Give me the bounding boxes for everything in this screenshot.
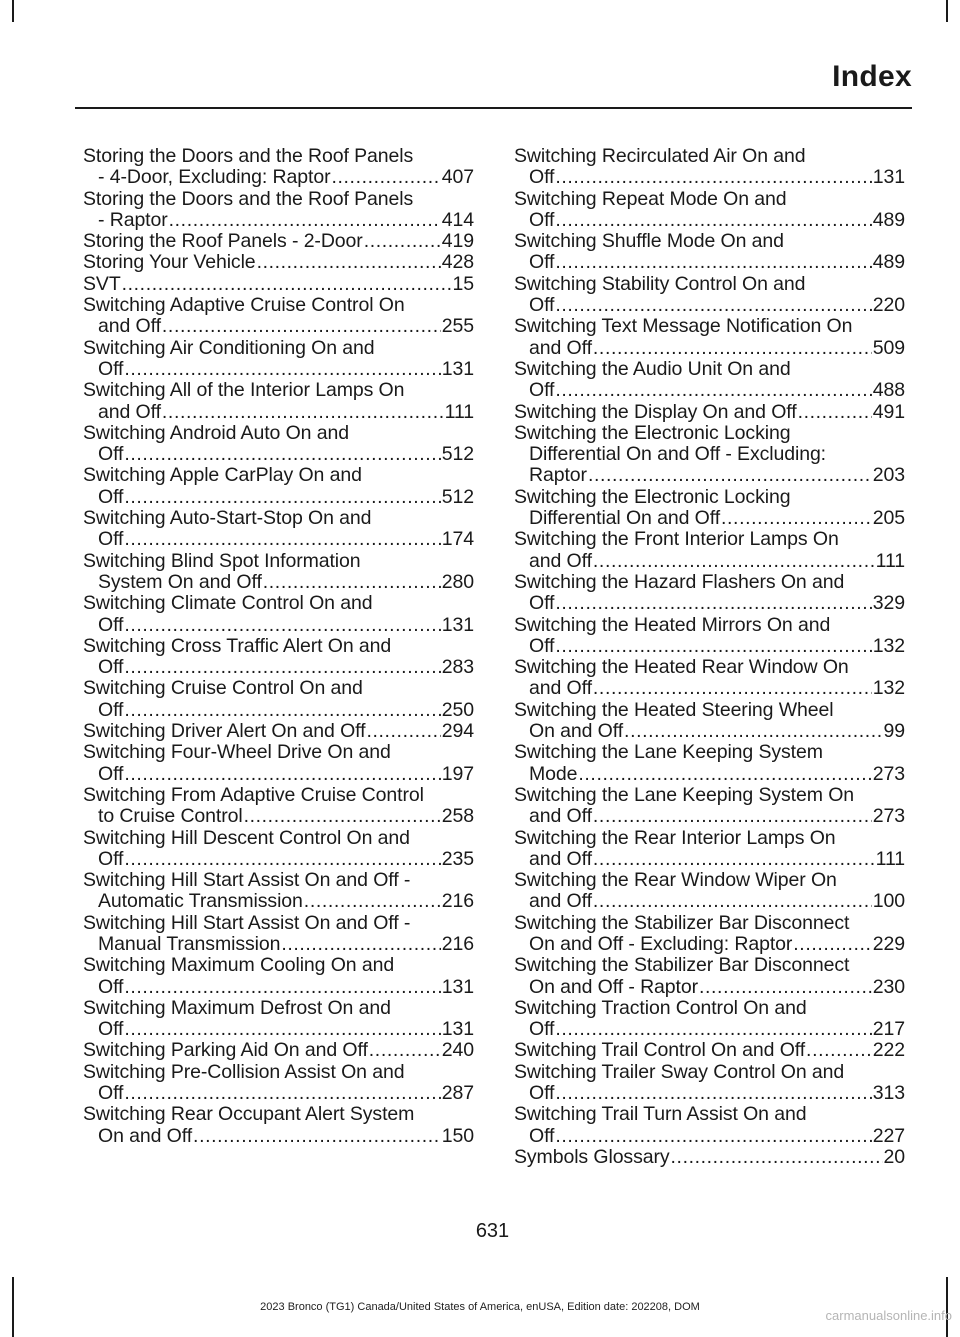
index-entry-page: 216	[441, 890, 474, 913]
index-entry	[83, 870, 474, 913]
index-entry-text: and Off	[529, 890, 592, 913]
index-entry-text: Switching Hill Start Assist On and Off -	[83, 869, 411, 892]
index-entry	[514, 955, 905, 998]
dot-leader	[593, 678, 872, 699]
index-entry-page: 111	[875, 847, 905, 870]
crop-mark-top-left	[12, 0, 14, 22]
index-entry	[83, 785, 474, 828]
index-entry	[83, 1040, 474, 1061]
index-entry-text: Switching the Display On and Off	[514, 400, 797, 423]
index-entry	[514, 1104, 905, 1147]
index-entry-text: Off	[98, 847, 124, 870]
index-entry	[514, 146, 905, 189]
index-entry-page: 205	[872, 507, 905, 530]
dot-leader	[555, 252, 871, 273]
index-entry	[514, 487, 905, 530]
index-entry-page: 255	[441, 315, 474, 338]
index-entry-page: 491	[872, 400, 905, 423]
index-entry	[83, 955, 474, 998]
index-entry-text: Switching the Heated Mirrors On and	[514, 613, 831, 636]
index-entry-text: Switching Text Message Notification On	[514, 315, 853, 338]
index-entry	[514, 231, 905, 274]
index-entry-text: Off	[98, 1082, 124, 1105]
index-entry-page: 294	[441, 720, 474, 743]
index-entry-text: Switching the Lane Keeping System On	[514, 783, 855, 806]
dot-leader	[593, 806, 872, 827]
dot-leader	[281, 934, 440, 955]
index-entry-text: Switching Trailer Sway Control On and	[514, 1060, 845, 1083]
index-entry-text: On and Off	[98, 1124, 193, 1147]
dot-leader	[124, 444, 440, 465]
dot-leader	[124, 359, 440, 380]
page-number: 631	[475, 1220, 510, 1242]
index-entry-page: 132	[872, 634, 905, 657]
index-entry	[83, 252, 474, 273]
dot-leader	[593, 551, 875, 572]
index-entry	[514, 785, 905, 828]
index-entry-text: - 4-Door, Excluding: Raptor	[98, 166, 331, 189]
index-entry-page: 131	[441, 613, 474, 636]
index-entry-page: 174	[441, 528, 474, 551]
index-entry-text: Off	[529, 592, 555, 615]
index-entry-text: On and Off	[529, 720, 624, 743]
index-entry	[514, 316, 905, 359]
index-entry-text: Switching Apple CarPlay On and	[83, 464, 362, 487]
index-entry-text: Off	[529, 251, 555, 274]
index-entry-text: Off	[98, 485, 124, 508]
edition-footer: 2023 Bronco (TG1) Canada/United States of America, enUSA, Edition date: 202208, DOM	[260, 1301, 700, 1313]
index-column-right	[514, 146, 905, 1168]
index-entry	[83, 678, 474, 721]
index-entry-text: Switching Adaptive Cruise Control On	[83, 294, 405, 317]
index-entry-text: Switching Four-Wheel Drive On and	[83, 741, 391, 764]
index-entry-page: 489	[872, 208, 905, 231]
dot-leader	[369, 1040, 441, 1061]
index-entry	[514, 828, 905, 871]
index-entry-page: 227	[872, 1124, 905, 1147]
index-entry	[83, 742, 474, 785]
index-entry-page: 222	[872, 1039, 905, 1062]
index-entry-page: 407	[441, 166, 474, 189]
index-entry-text: Off	[529, 208, 555, 231]
index-entry-text: Off	[98, 656, 124, 679]
index-entry-page: 273	[872, 805, 905, 828]
index-entry-text: Switching Cross Traffic Alert On and	[83, 634, 392, 657]
index-entry-text: Off	[529, 1082, 555, 1105]
dot-leader	[162, 316, 441, 337]
index-entry	[83, 189, 474, 232]
index-entry-text: Manual Transmission	[98, 932, 281, 955]
crop-mark-top-right	[946, 0, 948, 22]
index-entry-page: 217	[872, 1018, 905, 1041]
index-entry	[514, 1062, 905, 1105]
dot-leader	[124, 1019, 440, 1040]
dot-leader	[555, 167, 871, 188]
index-entry-page: 283	[441, 656, 474, 679]
dot-leader	[555, 1126, 871, 1147]
index-entry-text: Switching the Hazard Flashers On and	[514, 570, 845, 593]
index-entry-text: and Off	[98, 400, 161, 423]
index-entry-page: 280	[441, 570, 474, 593]
dot-leader	[124, 657, 440, 678]
index-entry-text: Switching Maximum Defrost On and	[83, 996, 391, 1019]
index-entry-text: Switching the Front Interior Lamps On	[514, 528, 839, 551]
index-entry-text: Off	[98, 975, 124, 998]
index-entry-text: Off	[529, 166, 555, 189]
index-entry-page: 287	[441, 1082, 474, 1105]
index-entry	[514, 189, 905, 232]
index-entry-text: Off	[98, 762, 124, 785]
index-entry-text: Off	[98, 698, 124, 721]
index-entry-text: Storing Your Vehicle	[83, 251, 256, 274]
index-entry	[83, 551, 474, 594]
index-entry-text: to Cruise Control	[98, 805, 243, 828]
index-entry-page: 229	[872, 932, 905, 955]
index-entry-page: 131	[872, 166, 905, 189]
index-entry-page: 428	[441, 251, 474, 274]
index-entry	[83, 1062, 474, 1105]
index-entry-text: Off	[529, 634, 555, 657]
index-entry-text: Off	[529, 1124, 555, 1147]
dot-leader	[699, 977, 872, 998]
index-entry-text: and Off	[529, 549, 592, 572]
index-entry	[514, 742, 905, 785]
index-entry-text: Switching Pre-Collision Assist On and	[83, 1060, 405, 1083]
watermark: carmanualsonline.info	[825, 1308, 952, 1323]
index-entry-text: Switching Stability Control On and	[514, 272, 806, 295]
index-entry-page: 111	[875, 549, 905, 572]
index-entry	[514, 913, 905, 956]
index-entry-page: 132	[872, 677, 905, 700]
index-entry-text: Differential On and Off	[529, 507, 721, 530]
index-entry	[514, 572, 905, 615]
index-entry	[83, 913, 474, 956]
index-entry-text: Off	[529, 379, 555, 402]
index-entry-page: 20	[883, 1145, 905, 1168]
index-entry-page: 220	[872, 294, 905, 317]
index-entry-text: Switching All of the Interior Lamps On	[83, 379, 405, 402]
dot-leader	[793, 934, 871, 955]
index-entry-page: 512	[441, 443, 474, 466]
index-entry-text: Off	[529, 1018, 555, 1041]
index-entry-text: Switching the Stabilizer Bar Disconnect	[514, 954, 850, 977]
index-entry-text: On and Off - Raptor	[529, 975, 698, 998]
index-entry	[514, 1040, 905, 1061]
index-entry-text: Switching Maximum Cooling On and	[83, 954, 395, 977]
index-entry	[83, 828, 474, 871]
index-entry-page: 329	[872, 592, 905, 615]
index-entry	[83, 295, 474, 338]
index-entry-text: Switching the Audio Unit On and	[514, 357, 791, 380]
index-entry	[83, 998, 474, 1041]
index-entry-page: 15	[452, 272, 474, 295]
index-entry-text: and Off	[529, 805, 592, 828]
index-entry-text: and Off	[529, 336, 592, 359]
index-entry-page: 273	[872, 762, 905, 785]
dot-leader	[593, 849, 875, 870]
index-entry	[83, 380, 474, 423]
index-entry-text: Switching the Electronic Locking	[514, 421, 791, 444]
index-entry	[83, 636, 474, 679]
dot-leader	[364, 231, 441, 252]
index-entry-page: 313	[872, 1082, 905, 1105]
index-entry-text: Switching Traction Control On and	[514, 996, 807, 1019]
index-entry-text: Switching the Electronic Locking	[514, 485, 791, 508]
index-entry	[514, 615, 905, 658]
index-entry-text: On and Off - Excluding: Raptor	[529, 932, 793, 955]
index-entry-text: Off	[98, 528, 124, 551]
dot-leader	[555, 593, 871, 614]
index-entry-page: 150	[441, 1124, 474, 1147]
index-entry-text: and Off	[529, 677, 592, 700]
dot-leader	[169, 210, 441, 231]
index-entry-text: Storing the Doors and the Roof Panels	[83, 187, 414, 210]
dot-leader	[304, 891, 441, 912]
index-entry-text: Raptor	[529, 464, 587, 487]
index-entry	[83, 593, 474, 636]
index-entry-text: Automatic Transmission	[98, 890, 303, 913]
index-entry-text: Switching Driver Alert On and Off	[83, 720, 366, 743]
index-entry-page: 509	[872, 336, 905, 359]
index-entry	[514, 359, 905, 402]
header-divider	[75, 107, 912, 109]
index-entry-page: 488	[872, 379, 905, 402]
index-entry-text: Differential On and Off - Excluding:	[529, 443, 827, 466]
dot-leader	[124, 764, 440, 785]
index-entry-text: Switching Shuffle Mode On and	[514, 230, 784, 253]
dot-leader	[244, 806, 441, 827]
index-entry	[514, 1147, 905, 1168]
index-entry-page: 258	[441, 805, 474, 828]
dot-leader	[366, 721, 440, 742]
dot-leader	[162, 402, 444, 423]
dot-leader	[721, 508, 872, 529]
index-entry-page: 100	[872, 890, 905, 913]
index-entry-text: Switching Trail Control On and Off	[514, 1039, 806, 1062]
dot-leader	[578, 764, 871, 785]
index-entry-text: Switching the Lane Keeping System	[514, 741, 823, 764]
index-entry-text: Off	[98, 1018, 124, 1041]
index-entry-page: 419	[441, 230, 474, 253]
index-entry-text: Switching the Heated Rear Window On	[514, 656, 849, 679]
dot-leader	[555, 1019, 871, 1040]
index-entry-text: Storing the Roof Panels - 2-Door	[83, 230, 363, 253]
index-entry-text: Switching Blind Spot Information	[83, 549, 361, 572]
index-entry-text: Switching Cruise Control On and	[83, 677, 363, 700]
dot-leader	[671, 1147, 883, 1168]
index-entry	[83, 231, 474, 252]
index-entry-text: - Raptor	[98, 208, 168, 231]
index-entry	[514, 274, 905, 317]
index-entry-text: Off	[98, 613, 124, 636]
index-entry-text: Switching the Heated Steering Wheel	[514, 698, 834, 721]
index-entry-text: Switching the Rear Window Wiper On	[514, 869, 837, 892]
index-entry-text: Switching Air Conditioning On and	[83, 336, 375, 359]
index-entry	[83, 338, 474, 381]
index-entry	[83, 508, 474, 551]
dot-leader	[124, 487, 440, 508]
index-entry-page: 99	[883, 720, 905, 743]
dot-leader	[798, 402, 872, 423]
index-entry-text: Storing the Doors and the Roof Panels	[83, 145, 414, 167]
index-entry-text: Switching Rear Occupant Alert System	[83, 1103, 415, 1126]
index-entry	[514, 870, 905, 913]
index-entry-text: Switching Hill Start Assist On and Off -	[83, 911, 411, 934]
index-entry-text: Switching Android Auto On and	[83, 421, 349, 444]
dot-leader	[593, 891, 872, 912]
index-entry-text: Switching Repeat Mode On and	[514, 187, 787, 210]
index-entry-text: Switching Auto-Start-Stop On and	[83, 507, 372, 530]
index-entry-page: 250	[441, 698, 474, 721]
index-entry-text: and Off	[529, 847, 592, 870]
index-entry-page: 414	[441, 208, 474, 231]
dot-leader	[124, 1083, 440, 1104]
dot-leader	[588, 465, 872, 486]
index-entry-text: Off	[98, 443, 124, 466]
dot-leader	[124, 977, 440, 998]
index-entry	[514, 402, 905, 423]
index-entry-page: 131	[441, 975, 474, 998]
index-entry-page: 203	[872, 464, 905, 487]
index-entry-text: Off	[529, 294, 555, 317]
dot-leader	[593, 338, 872, 359]
dot-leader	[555, 1083, 871, 1104]
index-entry-page: 235	[441, 847, 474, 870]
dot-leader	[332, 167, 441, 188]
dot-leader	[122, 274, 452, 295]
dot-leader	[806, 1040, 872, 1061]
index-entry-text: Switching Climate Control On and	[83, 592, 373, 615]
index-entry-page: 512	[441, 485, 474, 508]
dot-leader	[124, 849, 440, 870]
index-entry-page: 197	[441, 762, 474, 785]
index-entry-page: 489	[872, 251, 905, 274]
dot-leader	[263, 572, 441, 593]
dot-leader	[124, 615, 440, 636]
dot-leader	[555, 636, 871, 657]
index-entry-text: Switching Recirculated Air On and	[514, 145, 806, 167]
index-entry-page: 240	[441, 1039, 474, 1062]
index-entry	[514, 423, 905, 487]
index-entry	[514, 700, 905, 743]
index-entry-page: 131	[441, 357, 474, 380]
dot-leader	[624, 721, 882, 742]
index-entry-text: and Off	[98, 315, 161, 338]
index-entry-text: Switching From Adaptive Cruise Control	[83, 783, 424, 806]
index-entry	[514, 998, 905, 1041]
index-entry-text: Switching Hill Descent Control On and	[83, 826, 410, 849]
dot-leader	[193, 1126, 441, 1147]
index-entry-page: 111	[444, 400, 474, 423]
index-entry-text: Switching Trail Turn Assist On and	[514, 1103, 807, 1126]
index-entry-text: Switching the Rear Interior Lamps On	[514, 826, 836, 849]
page-title: Index	[832, 60, 912, 93]
index-entry-text: Off	[98, 357, 124, 380]
index-entry-text: Mode	[529, 762, 578, 785]
index-entry	[83, 465, 474, 508]
index-entry-text: Switching Parking Aid On and Off	[83, 1039, 368, 1062]
index-entry	[514, 657, 905, 700]
index-entry-text: System On and Off	[98, 570, 262, 593]
index-entry-page: 131	[441, 1018, 474, 1041]
dot-leader	[555, 210, 871, 231]
index-entry	[514, 529, 905, 572]
index-entry-page: 230	[872, 975, 905, 998]
index-entry	[83, 146, 474, 189]
index-entry	[83, 423, 474, 466]
dot-leader	[257, 252, 441, 273]
dot-leader	[555, 380, 871, 401]
dot-leader	[555, 295, 871, 316]
index-entry-text: SVT	[83, 272, 121, 295]
dot-leader	[124, 700, 440, 721]
index-entry	[83, 1104, 474, 1147]
index-entry	[83, 721, 474, 742]
index-entry-page: 216	[441, 932, 474, 955]
index-entry-text: Switching the Stabilizer Bar Disconnect	[514, 911, 850, 934]
index-entry	[83, 274, 474, 295]
index-column-left	[83, 146, 474, 1147]
index-entry-text: Symbols Glossary	[514, 1145, 670, 1168]
dot-leader	[124, 529, 440, 550]
